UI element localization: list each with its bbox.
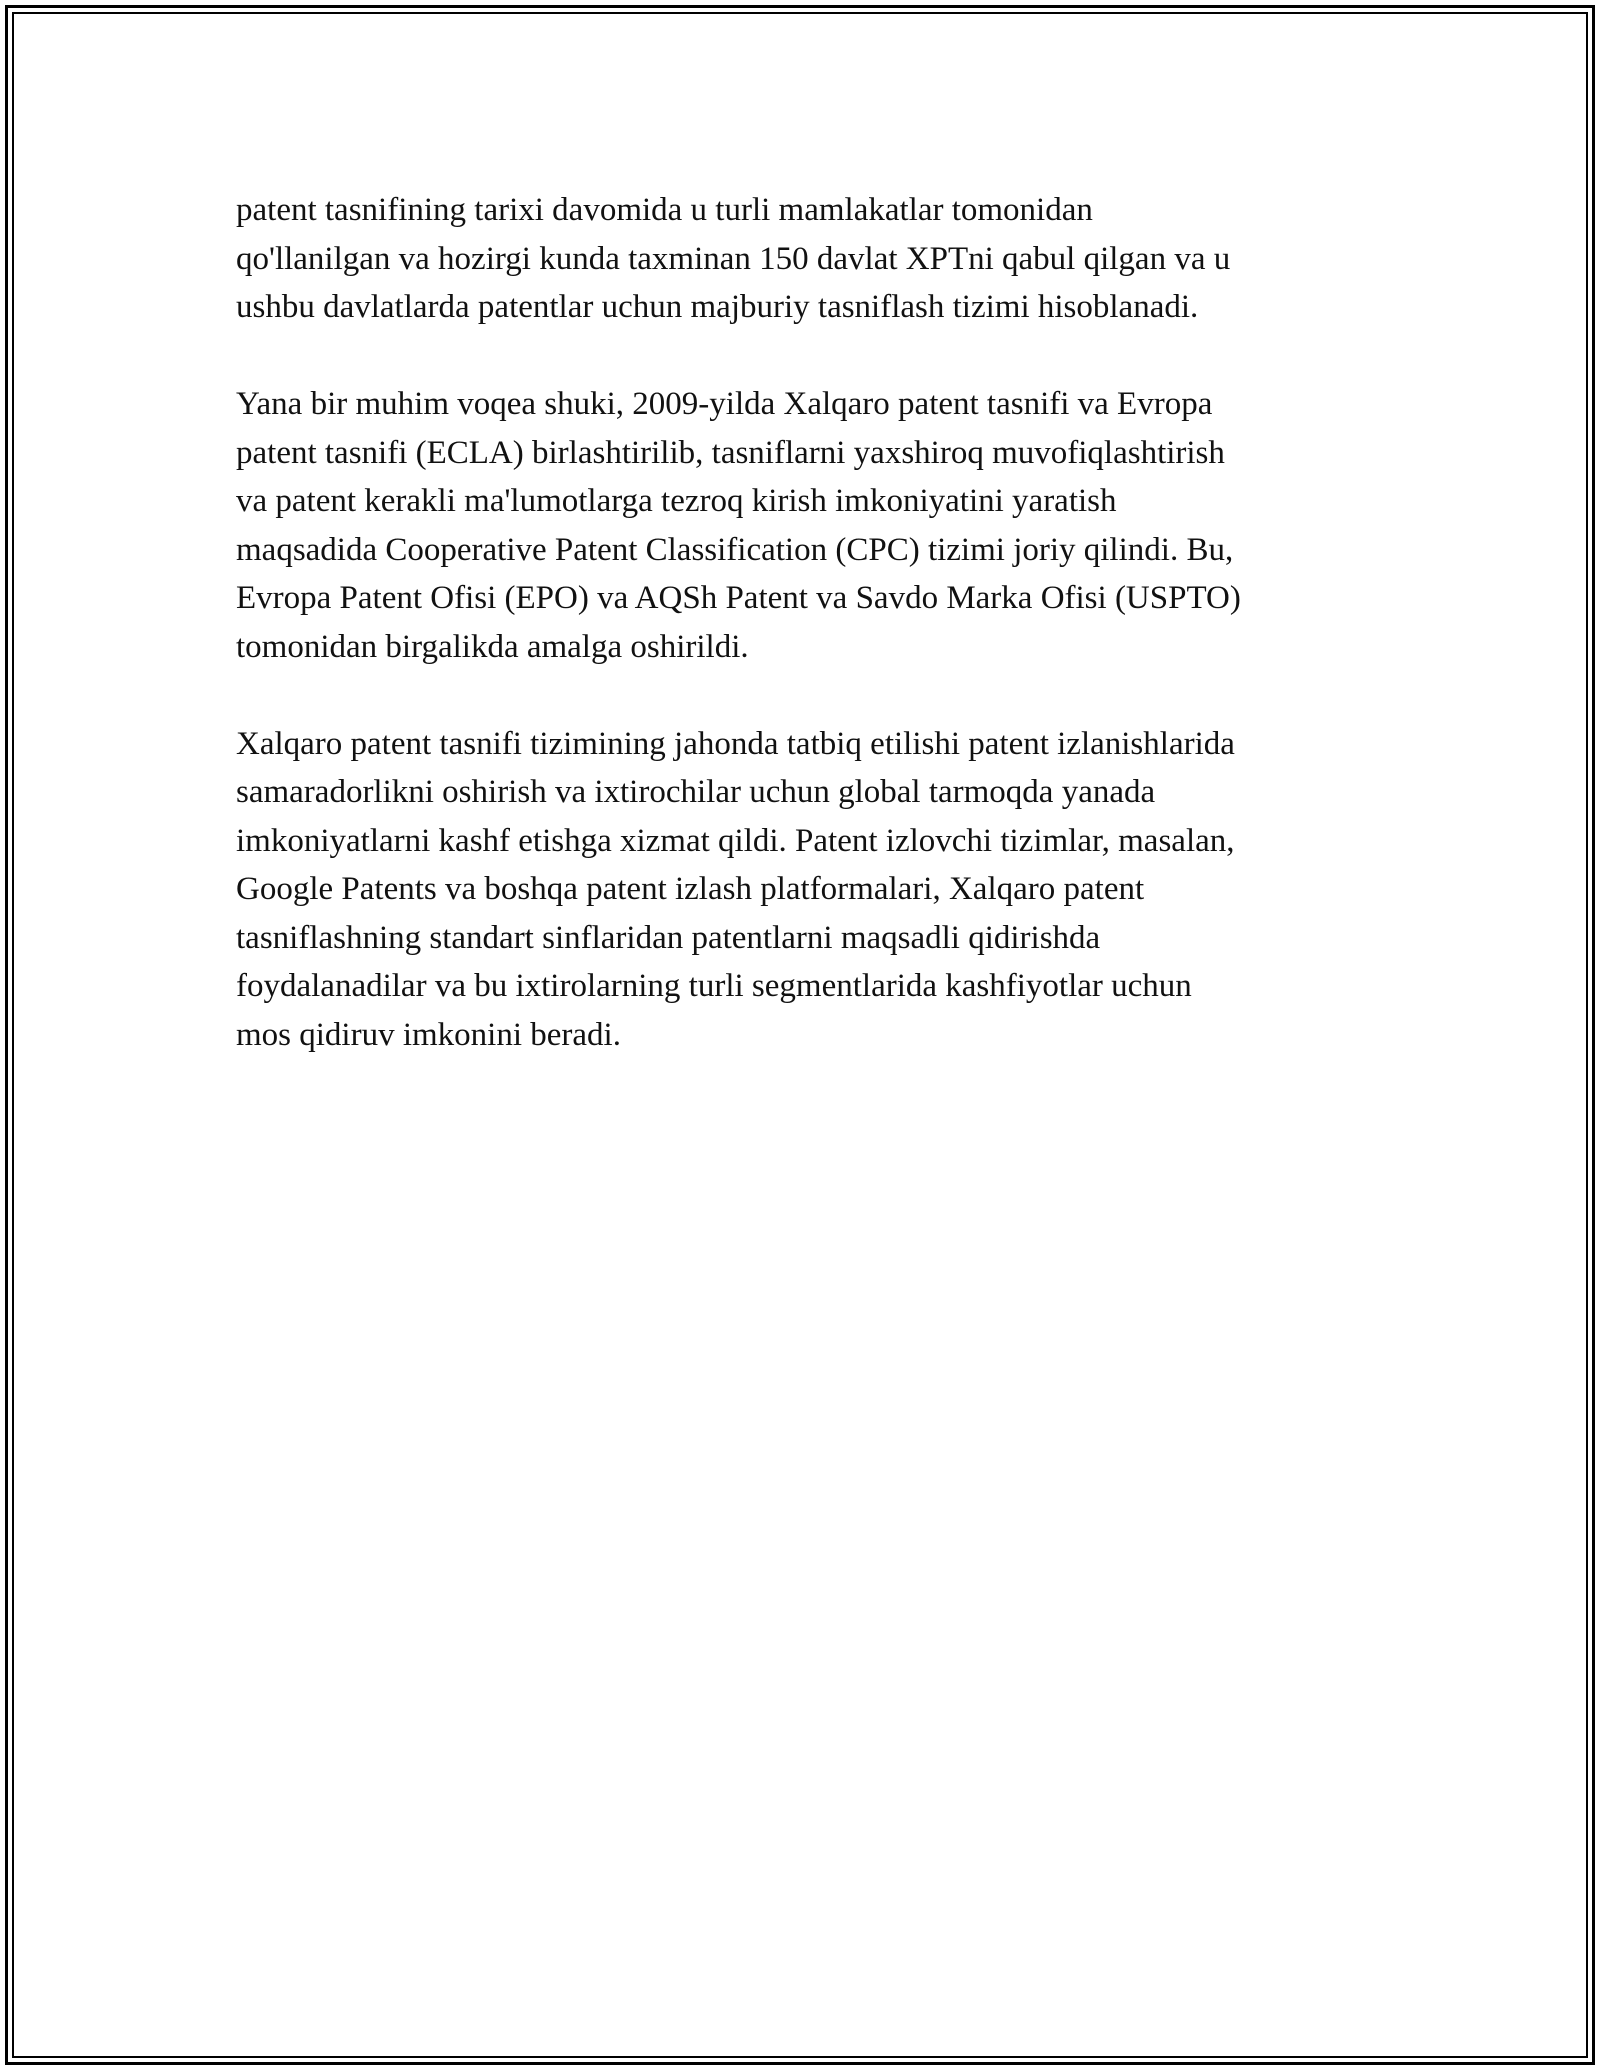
text-line: Xalqaro patent tasnifi tizimining jahonda tatbiq etilishi patent izlanishlarida <box>236 725 1235 762</box>
text-line: maqsadida Cooperative Patent Classification (CPC) tizimi joriy qilindi. Bu, <box>236 531 1234 568</box>
text-line: Evropa Patent Ofisi (EPO) va AQSh Patent va Savdo Marka Ofisi (USPTO) <box>236 580 1241 616</box>
text-line: Yana bir muhim voqea shuki, 2009-yilda Xalqaro patent tasnifi va Evropa <box>236 386 1213 422</box>
text-line: ushbu davlatlarda patentlar uchun majburiy tasniflash tizimi hisoblanadi. <box>236 289 1199 325</box>
text-line: qo'llanilgan va hozirgi kunda taxminan 150 davlat XPTni qabul qilgan va u <box>236 240 1231 277</box>
text-line: imkoniyatlarni kashf etishga xizmat qildi. Patent izlovchi tizimlar, masalan, <box>236 822 1235 859</box>
text-line: foydalanadilar va bu ixtirolarning turli segmentlarida kashfiyotlar uchun <box>236 968 1192 1004</box>
text-line: tomonidan birgalikda amalga oshirildi. <box>236 628 749 665</box>
text-line: patent tasnifining tarixi davomida u turli mamlakatlar tomonidan <box>236 192 1093 228</box>
text-line: samaradorlikni oshirish va ixtirochilar uchun global tarmoqda yanada <box>236 774 1156 810</box>
document-body <box>236 186 1376 1108</box>
paragraph-2 <box>236 380 1376 671</box>
text-line: Google Patents va boshqa patent izlash platformalari, Xalqaro patent <box>236 871 1145 907</box>
text-line: patent tasnifi (ECLA) birlashtirilib, tasniflarni yaxshiroq muvofiqlashtirish <box>236 434 1225 471</box>
paragraph-1 <box>236 186 1376 332</box>
text-line: tasniflashning standart sinflaridan patentlarni maqsadli qidirishda <box>236 919 1101 956</box>
text-line: va patent kerakli ma'lumotlarga tezroq kirish imkoniyatini yaratish <box>236 483 1117 519</box>
paragraph-3 <box>236 720 1376 1060</box>
text-line: mos qidiruv imkonini beradi. <box>236 1016 621 1053</box>
